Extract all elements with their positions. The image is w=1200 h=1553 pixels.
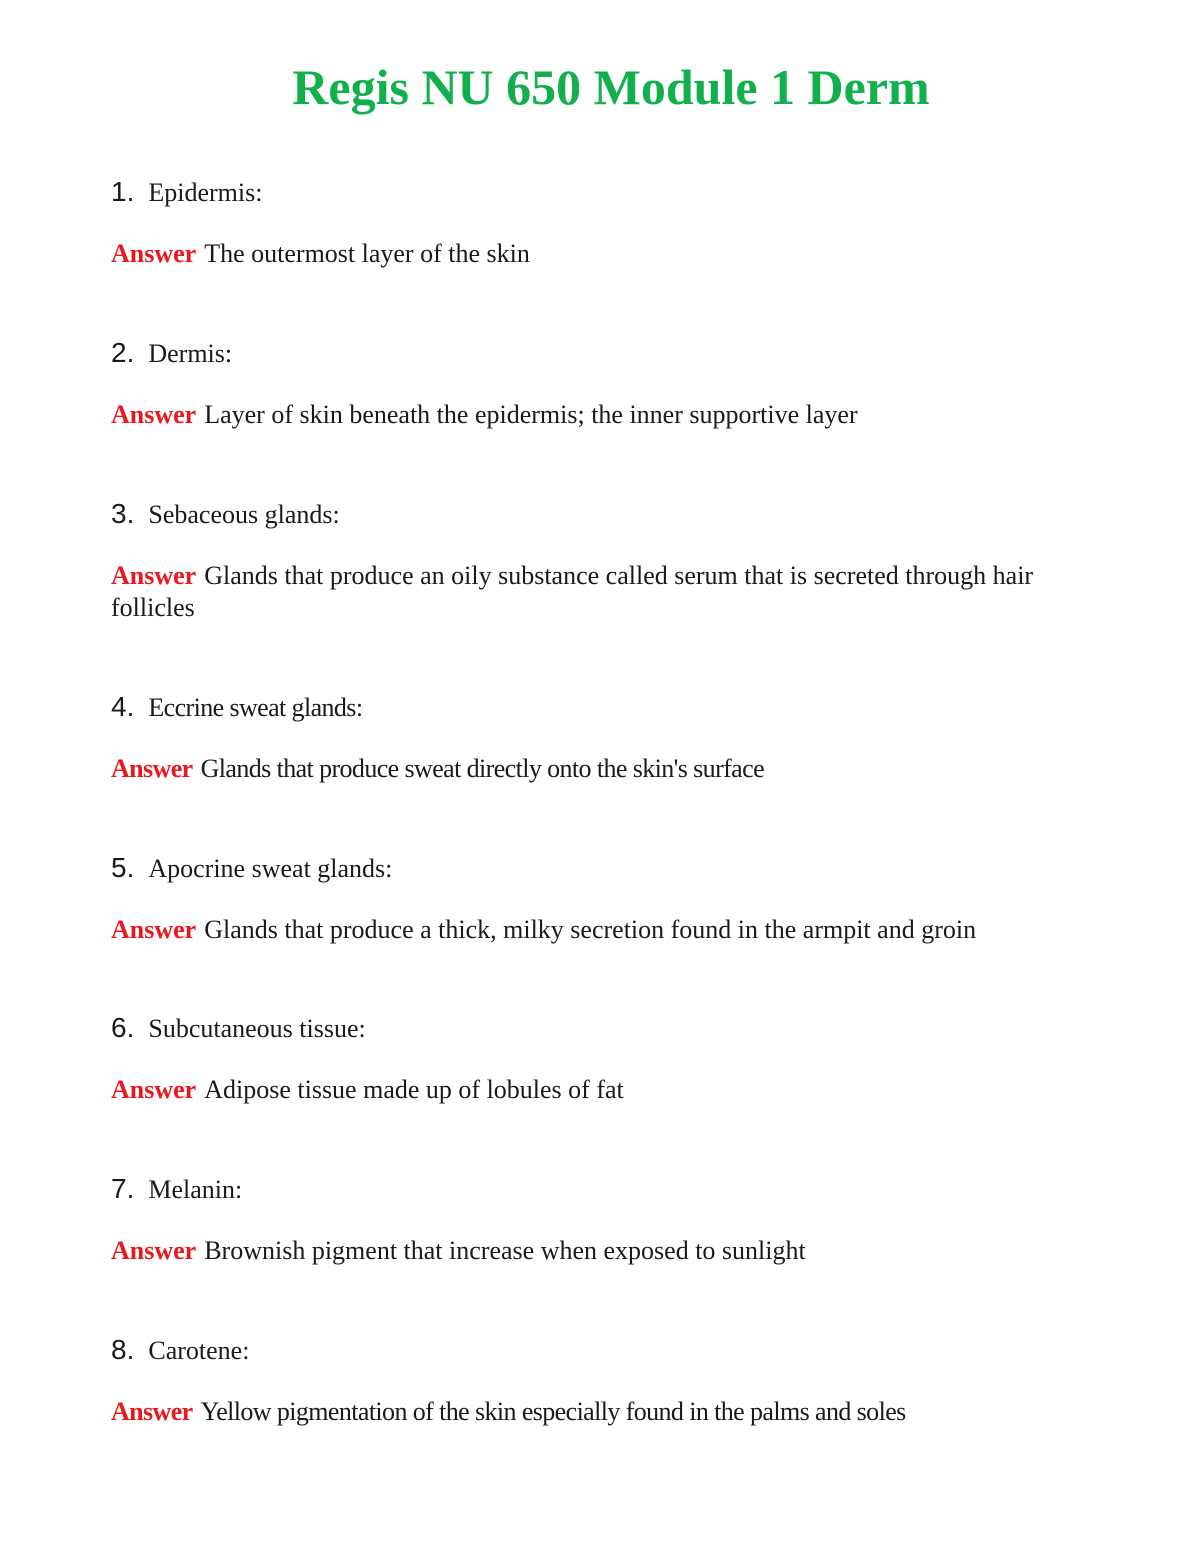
answer bbox=[111, 1235, 1101, 1267]
qa-item-5 bbox=[111, 852, 1101, 946]
answer-label: Answer bbox=[111, 561, 197, 590]
question-number: 1. bbox=[111, 176, 135, 207]
qa-item-7 bbox=[111, 1173, 1101, 1267]
answer-text: Glands that produce an oily substance called serum that is secreted through hair follicles bbox=[111, 561, 1034, 622]
question-text: Dermis: bbox=[148, 339, 233, 368]
qa-item-1 bbox=[111, 176, 1101, 270]
answer bbox=[111, 1396, 1101, 1428]
qa-item-3 bbox=[111, 498, 1101, 624]
question-text: Epidermis: bbox=[148, 178, 263, 207]
question-number: 5. bbox=[111, 852, 135, 883]
answer-label: Answer bbox=[111, 400, 197, 429]
question-text: Melanin: bbox=[148, 1175, 243, 1204]
answer-label: Answer bbox=[111, 1397, 193, 1426]
answer-label: Answer bbox=[111, 1075, 197, 1104]
question bbox=[111, 498, 1101, 538]
question-text: Subcutaneous tissue: bbox=[148, 1014, 366, 1043]
question-text: Sebaceous glands: bbox=[148, 500, 340, 529]
answer bbox=[111, 914, 1101, 946]
question-number: 4. bbox=[111, 691, 135, 722]
qa-item-4 bbox=[111, 691, 1101, 785]
answer-text: Layer of skin beneath the epidermis; the inner supportive layer bbox=[204, 400, 858, 429]
question-text: Carotene: bbox=[148, 1336, 250, 1365]
question-number: 7. bbox=[111, 1173, 135, 1204]
question-number: 3. bbox=[111, 498, 135, 529]
answer-text: Adipose tissue made up of lobules of fat bbox=[204, 1075, 624, 1104]
answer bbox=[111, 1074, 1101, 1106]
qa-item-2 bbox=[111, 337, 1101, 431]
question-number: 8. bbox=[111, 1334, 135, 1365]
question-text: Eccrine sweat glands: bbox=[148, 693, 363, 722]
answer-text: Glands that produce sweat directly onto the skin's surface bbox=[200, 754, 765, 783]
answer bbox=[111, 238, 1101, 270]
answer-label: Answer bbox=[111, 239, 197, 268]
question bbox=[111, 1012, 1101, 1052]
question-number: 2. bbox=[111, 337, 135, 368]
question-text: Apocrine sweat glands: bbox=[148, 854, 393, 883]
qa-item-6 bbox=[111, 1012, 1101, 1106]
answer-label: Answer bbox=[111, 915, 197, 944]
question bbox=[111, 1334, 1101, 1374]
answer-label: Answer bbox=[111, 754, 193, 783]
answer-text: Yellow pigmentation of the skin especially found in the palms and soles bbox=[200, 1397, 906, 1426]
question bbox=[111, 691, 1101, 731]
qa-item-8 bbox=[111, 1334, 1101, 1428]
question bbox=[111, 176, 1101, 216]
answer bbox=[111, 560, 1101, 624]
answer bbox=[111, 753, 1101, 785]
answer-text: The outermost layer of the skin bbox=[204, 239, 530, 268]
answer-text: Glands that produce a thick, milky secretion found in the armpit and groin bbox=[204, 915, 977, 944]
answer bbox=[111, 399, 1101, 431]
question bbox=[111, 1173, 1101, 1213]
question bbox=[111, 337, 1101, 377]
question-number: 6. bbox=[111, 1012, 135, 1043]
question bbox=[111, 852, 1101, 892]
document-title: Regis NU 650 Module 1 Derm bbox=[292, 59, 930, 115]
answer-label: Answer bbox=[111, 1236, 197, 1265]
answer-text: Brownish pigment that increase when exposed to sunlight bbox=[204, 1236, 806, 1265]
